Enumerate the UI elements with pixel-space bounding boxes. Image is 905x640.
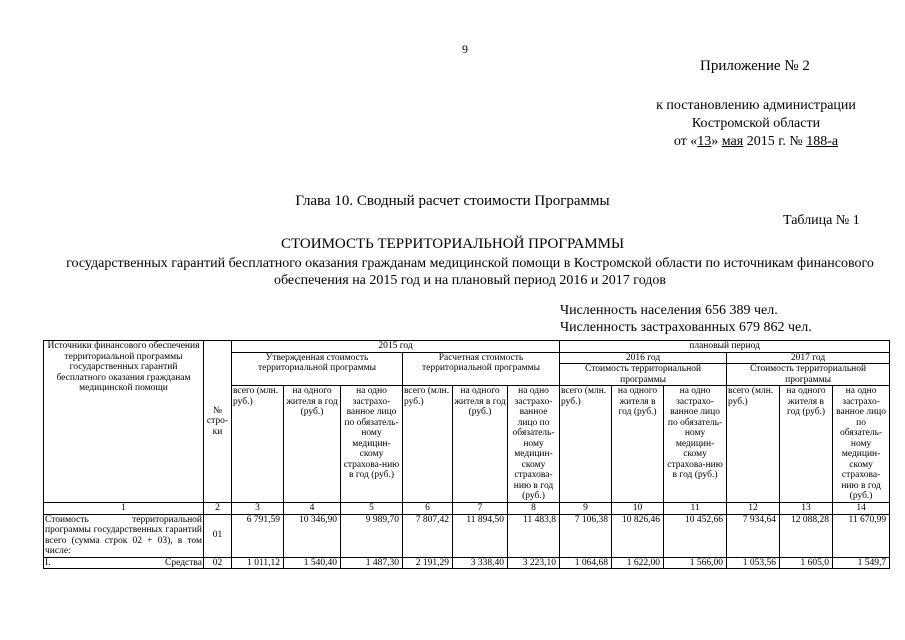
cell-value: 1 053,56 [727,557,780,569]
cell-value: 3 223,10 [508,557,560,569]
document-title: СТОИМОСТЬ ТЕРРИТОРИАЛЬНОЙ ПРОГРАММЫ [280,236,625,252]
cell-value: 1 064,68 [560,557,612,569]
column-index: 5 [341,503,403,515]
column-index: 10 [612,503,664,515]
sub-insured: на одно застрахо-ванное лицо по обязатель-ному медицин-скому страхова-нию в год (руб.) [833,386,890,503]
cell-value: 10 346,90 [284,514,341,557]
table-number: Таблица № 1 [783,213,860,228]
cell-value: 2 191,29 [403,557,453,569]
population-count: Численность населения 656 389 чел. [560,303,778,318]
header-approved: Утвержденная стоимость территориальной программы [232,352,403,386]
decree-date [648,133,864,151]
column-index: 13 [780,503,833,515]
decree-number: 188-а [806,134,839,149]
row-label-wrap [45,558,202,569]
row-label-prefix: I. [45,557,51,568]
cell-value: 1 540,40 [284,557,341,569]
column-index: 12 [727,503,780,515]
row-label: Стоимость территориальной программы государственных гарантий всего (сумма строк 02 + 03), в том числе: [45,514,202,556]
table-row [44,557,890,569]
cell-value: 7 934,64 [727,514,780,557]
sub-insured: на одно застрахо-ванное лицо по обязатель-ному медицин-скому страхова-нию в год (руб.) [341,386,403,503]
column-index: 8 [508,503,560,515]
row-number: 02 [204,557,232,569]
sub-resident: на одного жителя в год (руб.) [453,386,508,503]
header-2015: 2015 год [232,341,560,353]
population-block [560,302,812,336]
cell-value: 1 566,00 [664,557,727,569]
sub-resident: на одного жителя в год (руб.) [780,386,833,503]
header-2016: 2016 год [560,352,727,364]
cell-value: 1 605,0 [780,557,833,569]
table-row [44,514,890,557]
cell-value: 1 011,12 [232,557,284,569]
column-index: 9 [560,503,612,515]
sub-insured: на одно застрахо-ванное лицо по обязатель-ному медицин-скому страхова-нию в год (руб.) [664,386,727,503]
cell-value: 7 106,38 [560,514,612,557]
decree-date-mid1: » [711,134,722,149]
decree-day: 13 [697,134,712,149]
decree-month: мая [721,134,744,149]
header-planned: плановый период [560,341,890,353]
header-calculated: Расчетная стоимость территориальной программы [403,352,560,386]
cell-value: 11 670,99 [833,514,890,557]
header-rownum: № стро-ки [204,341,232,503]
header-2017: 2017 год [727,352,890,364]
sub-total: всего (млн. руб.) [232,386,284,503]
cell-value: 6 791,59 [232,514,284,557]
cell-value: 9 989,70 [341,514,403,557]
sub-resident: на одного жителя в год (руб.) [612,386,664,503]
header-source: Источники финансового обеспечения территориальной программы государственных гарантий бесплатного оказания гражданам медицинской помощи [44,341,204,503]
insured-count: Численность застрахованных 679 862 чел. [560,320,812,335]
cell-value: 12 088,28 [780,514,833,557]
chapter-title: Глава 10. Сводный расчет стоимости Программы [295,193,610,209]
cell-value: 1 487,30 [341,557,403,569]
column-index: 1 [44,503,204,515]
annex-label: Приложение № 2 [700,58,810,74]
cell-value: 1 622,00 [612,557,664,569]
cell-value: 11 894,50 [453,514,508,557]
decree-line2: Костромской области [691,116,821,131]
decree-line1: к постановлению администрации [656,98,856,113]
cell-value: 11 483,8 [508,514,560,557]
cell-value: 7 807,42 [403,514,453,557]
cell-value: 1 549,7 [833,557,890,569]
cell-value: 10 452,66 [664,514,727,557]
sub-insured: на одно застрахо-ванное лицо по обязатель-ному медицин-скому страхова-нию в год (руб.) [508,386,560,503]
cell-value: 3 338,40 [453,557,508,569]
page-number: 9 [462,42,468,56]
column-index: 4 [284,503,341,515]
cell-value: 10 826,46 [612,514,664,557]
header-cost-2017: Стоимость территориальной программы [727,364,890,386]
column-index: 7 [453,503,508,515]
document-subtitle: государственных гарантий бесплатного оказания гражданам медицинской помощи в Костромской области по источникам финансового обеспечения на 2015 год и на плановый период 2016 и 2017 годов [66,256,874,288]
column-index: 3 [232,503,284,515]
row-label-cell [44,557,204,569]
column-index: 11 [664,503,727,515]
column-index: 2 [204,503,232,515]
row-number: 01 [204,514,232,557]
decree-date-prefix: от « [673,134,698,149]
sub-total: всего (млн. руб.) [403,386,453,503]
row-label: Средства [165,557,202,568]
sub-resident: на одного жителя в год (руб.) [284,386,341,503]
sub-total: всего (млн. руб.) [727,386,780,503]
column-index: 14 [833,503,890,515]
sub-total: всего (млн. руб.) [560,386,612,503]
decree-date-mid2: 2015 г. № [743,134,807,149]
header-cost-2016: Стоимость территориальной программы [560,364,727,386]
cost-table [43,340,890,569]
decree-block [648,97,864,151]
column-index: 6 [403,503,453,515]
